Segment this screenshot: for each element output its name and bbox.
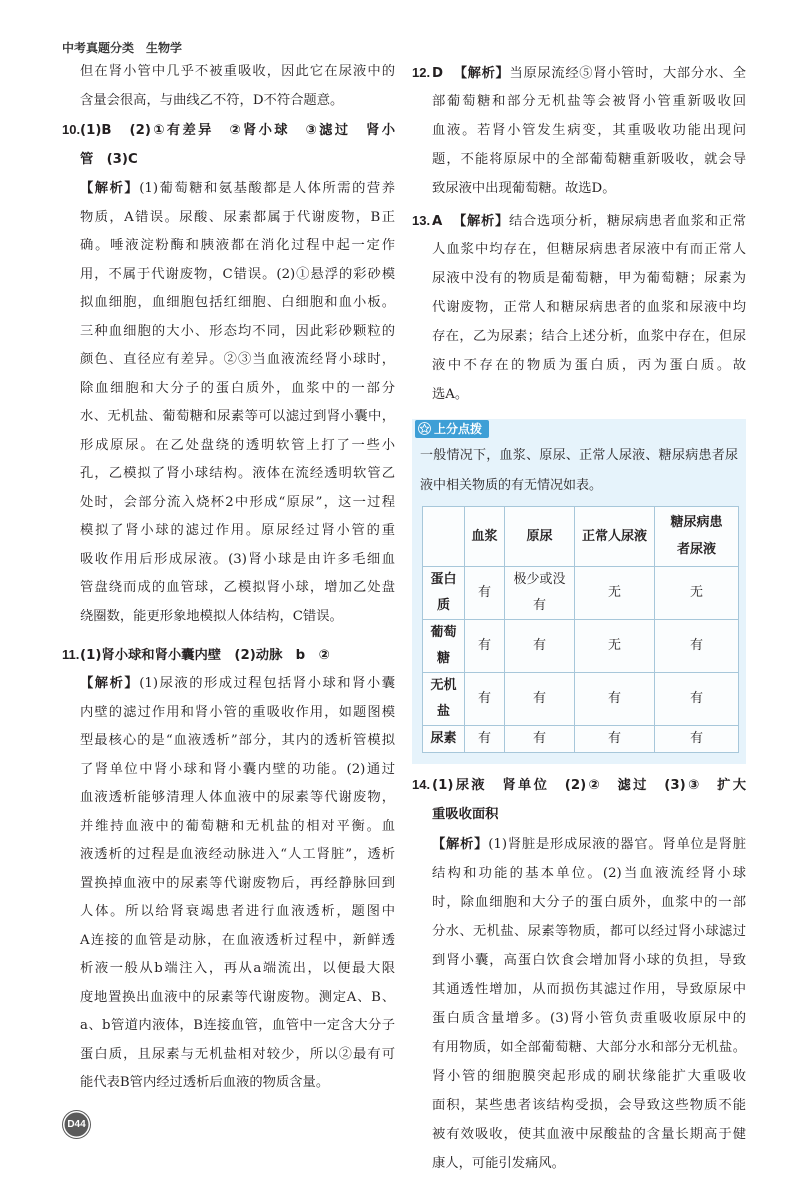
analysis-text: (1)葡萄糖和氨基酸都是人体所需的营养 [139,181,395,196]
analysis-line [62,1041,395,1070]
question-number: 11. [62,647,80,662]
running-header: 中考真题分类 生物学 [62,41,183,55]
analysis-line [62,984,395,1013]
answer-text: D [432,66,444,81]
table-cell: 有 [465,672,505,725]
analysis-line [412,975,746,1004]
table-head [423,506,739,566]
analysis-text: 结构和功能的基本单位。(2)当血液流经肾小球 [432,866,746,881]
tip-line: 一般情况下，血浆、原尿、正常人尿液、糖尿病患者尿 [420,447,738,463]
table-header-row [423,506,739,566]
analysis-line [412,1062,746,1091]
analysis-line [412,145,746,174]
page-number-badge: D44 [63,1111,90,1138]
analysis-line [62,927,395,956]
table-cell: 有 [465,566,505,619]
answer-text: (1)尿液 肾单位 (2)② 滤过 (3)③ 扩大 [432,778,746,793]
analysis-text: 用，不属于代谢废物，C错误。(2)①悬浮的彩砂模 [80,266,395,282]
analysis-line [412,1091,746,1120]
analysis-line [412,206,746,235]
analysis-text: 部葡萄糖和部分无机盐等会被肾小管重新吸收回 [432,94,746,109]
table-row [423,672,739,725]
analysis-line [62,375,395,404]
analysis-text: 三种血细胞的大小、形态均不同，因此彩砂颗粒的 [80,323,395,339]
analysis-line [412,1120,746,1149]
analysis-text: 孔，乙模拟了肾小球结构。液体在流经透明软管乙 [80,466,395,481]
analysis-text: 液中不存在的物质为蛋白质，丙为蛋白质。故 [432,358,746,373]
analysis-line [62,289,395,318]
question-number: 14. [412,777,431,792]
analysis-text: 吸收作用后形成尿液。(3)肾小球是由许多毛细血 [80,551,395,567]
analysis-text: 蛋白质，且尿素与无机盐相对较少，所以②最有可 [80,1046,395,1062]
analysis-line [412,116,746,145]
answer-line [62,115,395,145]
table-header-cell: 正常人尿液 [575,506,655,566]
analysis-line [62,318,395,347]
question-block [62,115,395,631]
tip-tag-label: 上分点拨 [434,421,483,436]
table-row-header: 蛋白质 [423,566,465,619]
table-cell: 有 [655,619,739,672]
analysis-text: (1)尿液的形成过程包括肾小球和肾小囊 [139,676,395,691]
analysis-text: 确。唾液淀粉酶和胰液都在消化过程中起一定作 [80,238,395,253]
table-cell: 有 [575,672,655,725]
analysis-line [412,1033,746,1062]
table-body [423,566,739,753]
analysis-line [62,898,395,927]
analysis-line [62,699,395,728]
analysis-text: 存在，乙为尿素；结合上述分析，血浆中存在，但尿 [432,329,746,344]
analysis-line [62,841,395,870]
analysis-line [412,1149,746,1178]
analysis-label: 【解析】 [432,837,489,852]
right-column [412,58,746,1178]
analysis-text: 管盘绕而成的血管球，乙模拟肾小球，增加乙处盘 [80,580,395,595]
analysis-line [412,1004,746,1033]
analysis-text: 血液。若肾小管发生病变，其重吸收功能出现问 [432,123,746,138]
analysis-text: 其通透性增加，从而损伤其滤过作用，导致原尿中 [432,982,746,997]
answer-line [62,145,395,175]
table-cell: 有 [655,672,739,725]
star-icon [418,422,431,435]
analysis-line [62,1012,395,1041]
analysis-text: 置换掉血液中的尿素等代谢废物后，再经静脉回到 [80,875,395,891]
analysis-line [62,756,395,785]
analysis-text: 水、无机盐、葡萄糖和尿素等可以滤过到肾小囊中， [80,409,395,424]
table-cell: 有 [465,619,505,672]
table-row [423,725,739,753]
analysis-line [62,784,395,813]
analysis-text: 析液一般从b端注入，再从a端流出，以便最大限 [80,961,395,976]
analysis-text: 物质，A错误。尿酸、尿素都属于代谢废物，B正 [80,209,395,225]
left-column [62,58,395,1098]
table-cell: 有 [505,725,575,753]
analysis-text: 结合选项分析，糖尿病患者血浆和正常 [508,214,747,229]
question-number: 13. [412,213,431,228]
analysis-line [412,322,746,351]
analysis-line [412,917,746,946]
analysis-text: 型最核心的是“血液透析”部分，其内的透析管模拟 [80,733,395,748]
analysis-text: 康人，可能引发痛风。 [432,1156,565,1171]
analysis-text: 选A。 [432,387,469,402]
analysis-line [62,346,395,375]
analysis-line [62,603,395,632]
analysis-text: 蛋白质含量增多。(3)肾小管负责重吸收原尿中的 [432,1011,746,1026]
analysis-line [412,293,746,322]
analysis-line [412,235,746,264]
analysis-line [412,87,746,116]
table-cell: 有 [655,725,739,753]
analysis-line [62,232,395,261]
analysis-line [62,813,395,842]
analysis-text: 到肾小囊，高蛋白饮食会增加肾小球的负担，导致 [432,953,746,968]
question-number: 10. [62,122,81,137]
analysis-text: 人体。所以给肾衰竭患者进行血液透析，题图中 [80,904,395,919]
analysis-text: 人血浆中均存在，但糖尿病患者尿液中有而正常人 [432,242,746,257]
right-items-bottom [412,770,746,1178]
analysis-text: 颜色、直径应有差异。②③当血液流经肾小球时， [80,352,395,367]
left-items [62,115,395,1098]
text-line [62,87,395,116]
answer-text: 管 (3)C [80,152,138,167]
table-cell: 无 [575,566,655,619]
text-line [62,58,395,87]
continuation-block [62,58,395,115]
table-cell: 有 [465,725,505,753]
analysis-line [412,58,746,87]
analysis-line [412,264,746,293]
analysis-text: 并维持血液中的葡萄糖和无机盐的相对平衡。血 [80,818,395,834]
analysis-line [62,1069,395,1098]
analysis-text: 有用物质，如全部葡萄糖、大部分水和部分无机盐。 [432,1040,746,1055]
analysis-line [412,174,746,203]
analysis-line [62,403,395,432]
analysis-text: 内壁的滤过作用和肾小管的重吸收作用，如题图模 [80,704,395,720]
table-cell: 有 [575,725,655,753]
analysis-label: 【解析】 [453,66,510,81]
table-row-header: 无机盐 [423,672,465,725]
analysis-text: 拟血细胞，血细胞包括红细胞、白细胞和血小板。 [80,295,395,310]
analysis-text: 题，不能将原尿中的全部葡萄糖重新吸收，就会导 [432,152,746,167]
analysis-line [412,859,746,888]
question-block [412,770,746,1178]
analysis-text: 绕圈数，能更形象地模拟人体结构，C错误。 [80,608,343,624]
analysis-text: 形成原尿。在乙处盘绕的透明软管上打了一些小 [80,437,395,453]
table-row-header: 葡萄糖 [423,619,465,672]
analysis-label: 【解析】 [80,181,140,196]
analysis-label: 【解析】 [452,214,509,229]
right-items-top [412,58,746,409]
answer-text: (1)B (2)①有差异 ②肾小球 ③滤过 肾小 [80,123,395,138]
table-header-cell: 糖尿病患者尿液 [655,506,739,566]
analysis-text: 被有效吸收，使其血液中尿酸盐的含量长期高于健 [432,1127,746,1142]
table-cell: 极少或没有 [505,566,575,619]
analysis-line [62,261,395,290]
analysis-text: 处时，会部分流入烧杯2中形成“原尿”，这一过程 [80,494,395,510]
question-number: 12. [412,65,431,80]
tip-line: 液中相关物质的有无情况如表。 [420,477,603,493]
tip-text [420,441,738,501]
analysis-text: 模拟了肾小球的滤过作用。原尿经过肾小管的重 [80,523,395,538]
analysis-line [62,727,395,756]
table-cell: 有 [505,619,575,672]
analysis-text: 液透析的过程是血液经动脉进入“人工肾脏”，透析 [80,847,395,862]
analysis-line [62,574,395,603]
tip-tag [415,420,489,438]
analysis-line [62,175,395,204]
analysis-line [62,460,395,489]
analysis-line [62,955,395,984]
analysis-text: (1)肾脏是形成尿液的器官。肾单位是肾脏 [488,837,747,852]
analysis-text: 尿液中没有的物质是葡萄糖，甲为葡萄糖；尿素为 [432,271,746,286]
analysis-line [62,489,395,518]
analysis-text: 能代表B管内经过透析后血液的物质含量。 [80,1075,330,1090]
analysis-line [62,870,395,899]
analysis-line [62,204,395,233]
text-run: 含量会很高，与曲线乙不符，D不符合题意。 [80,92,344,108]
analysis-line [412,380,746,409]
analysis-text: A连接的血管是动脉，在血液透析过程中，新鲜透 [80,932,395,948]
answer-text: A [432,214,443,229]
question-block [412,58,746,203]
analysis-line [62,546,395,575]
analysis-line [412,888,746,917]
analysis-line [62,432,395,461]
question-block [412,206,746,409]
analysis-text: 肾小管的细胞膜突起形成的刷状缘能扩大重吸收 [432,1069,746,1084]
analysis-text: 时，除血细胞和大分子的蛋白质外，血浆中的一部 [432,895,746,910]
table-header-cell: 血浆 [465,506,505,566]
analysis-line [62,517,395,546]
analysis-text: 分水、无机盐、尿素等物质，都可以经过肾小球滤过 [432,924,746,939]
answer-text: (1)肾小球和肾小囊内壁 (2)动脉 b ② [80,648,330,663]
answer-text: 重吸收面积 [432,807,499,822]
analysis-line [412,351,746,380]
table-row [423,566,739,619]
analysis-text: 代谢废物，正常人和糖尿病患者的血浆和尿液中均 [432,300,746,315]
table-cell: 无 [575,619,655,672]
analysis-text: 了肾单位中肾小球和肾小囊内壁的功能。(2)通过 [80,761,395,777]
answer-line [62,640,395,670]
table-cell: 无 [655,566,739,619]
analysis-text: 致尿液中出现葡萄糖。故选D。 [432,181,616,196]
text-run: 但在肾小管中几乎不被重吸收，因此它在尿液中的 [80,64,395,79]
analysis-text: 面积，某些患者该结构受损，会导致这些物质不能 [432,1098,746,1113]
analysis-line [62,670,395,699]
table-header-cell: 原尿 [505,506,575,566]
analysis-text: 除血细胞和大分子的蛋白质外，血浆中的一部分 [80,380,395,396]
table-corner-cell [423,506,465,566]
analysis-text: 度地置换出血液中的尿素等代谢废物。测定A、B、 [80,989,395,1005]
analysis-text: a、b管道内液体，B连接血管，血管中一定含大分子 [80,1018,395,1033]
analysis-text: 当原尿流经⑤肾小管时，大部分水、全 [509,66,747,81]
question-block [62,640,395,1098]
table-cell: 有 [505,672,575,725]
analysis-text: 血液透析能够清理人体血液中的尿素等代谢废物， [80,790,395,805]
table-row-header: 尿素 [423,725,465,753]
analysis-label: 【解析】 [80,676,140,691]
answer-line [412,770,746,800]
answer-line [412,800,746,830]
table-row [423,619,739,672]
tip-box [412,419,746,765]
analysis-line [412,946,746,975]
substance-table [422,506,739,754]
analysis-line [412,830,746,859]
